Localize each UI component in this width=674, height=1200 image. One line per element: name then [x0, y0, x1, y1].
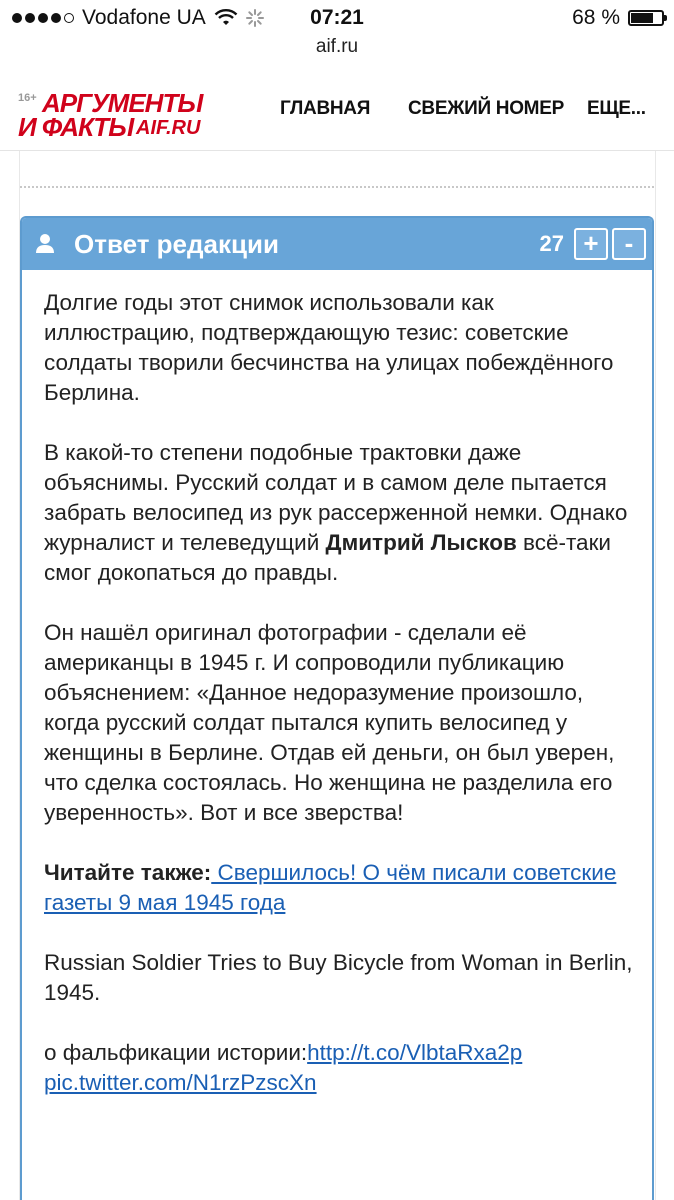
nav-home[interactable]: ГЛАВНАЯ — [280, 98, 371, 119]
paragraph — [44, 438, 644, 588]
reply-body — [44, 288, 644, 1128]
clock: 07:21 — [310, 6, 364, 29]
read-also-link[interactable]: Свершилось! О чём писали советские газеты 9 мая 1945 года — [44, 860, 617, 915]
header-divider — [0, 150, 674, 151]
nav-more[interactable]: ЕЩЕ... — [587, 98, 646, 119]
logo-line1: АРГУМЕНТЫ — [42, 88, 203, 118]
paragraph-text: всё-таки смог докопаться до правды. — [44, 530, 611, 585]
site-logo[interactable] — [16, 88, 206, 142]
age-rating: 16+ — [18, 92, 37, 104]
paragraph: Russian Soldier Tries to Buy Bicycle from Woman in Berlin, 1945. — [44, 950, 633, 1005]
editorial-reply-box — [20, 216, 654, 1200]
twitter-pic-link[interactable]: pic.twitter.com/N1rzPzscXn — [44, 1070, 317, 1095]
logo-domain: AIF.RU — [136, 117, 201, 139]
battery-icon — [628, 10, 664, 26]
status-bar — [0, 0, 674, 40]
user-icon — [34, 232, 56, 254]
author-name: Дмитрий Лысков — [325, 530, 517, 555]
dotted-divider — [20, 186, 654, 188]
reply-title: Ответ редакции — [74, 229, 279, 259]
downvote-button[interactable]: - — [612, 228, 646, 260]
read-also — [44, 858, 644, 918]
upvote-button[interactable]: + — [574, 228, 608, 260]
nav-latest-issue[interactable]: СВЕЖИЙ НОМЕР — [408, 98, 564, 119]
site-header — [0, 78, 674, 148]
battery-area — [572, 6, 664, 30]
rating-count: 27 — [539, 231, 564, 256]
battery-percent: 68 % — [572, 6, 620, 29]
logo-line2: И ФАКТЫ — [18, 112, 134, 142]
content-border-right — [655, 151, 656, 1200]
carrier-name: Vodafone UA — [82, 6, 206, 29]
reply-header — [22, 218, 652, 270]
paragraph-text: В какой-то степени подобные трактовки даже объяснимы. Русский солдат и в самом деле пытается забрать велосипед из рук рассерженной немки. Однако журналист и телеведущий — [44, 440, 628, 555]
tweet-link[interactable]: http://t.co/VlbtaRxa2p — [307, 1040, 523, 1065]
paragraph: Он нашёл оригинал фотографии - сделали её американцы в 1945 г. И сопроводили публикацию объяснением: «Данное недоразумение произошло, когда русский солдат пытался купить велосипед у женщины в Берлине. Отдав ей деньги, он был уверен, что сделка состоялась. Но женщина не разделила его уверенность». Вот и все зверства! — [44, 620, 615, 825]
battery-fill — [631, 13, 653, 23]
paragraph — [44, 1038, 644, 1098]
address-bar[interactable]: aif.ru — [315, 36, 359, 57]
paragraph-text: о фальфикации истории: — [44, 1040, 308, 1065]
read-also-label: Читайте также: — [44, 860, 212, 885]
paragraph: Долгие годы этот снимок использовали как иллюстрацию, подтверждающую тезис: советские солдаты творили бесчинства на улицах побеждённого Берлина. — [44, 290, 614, 405]
